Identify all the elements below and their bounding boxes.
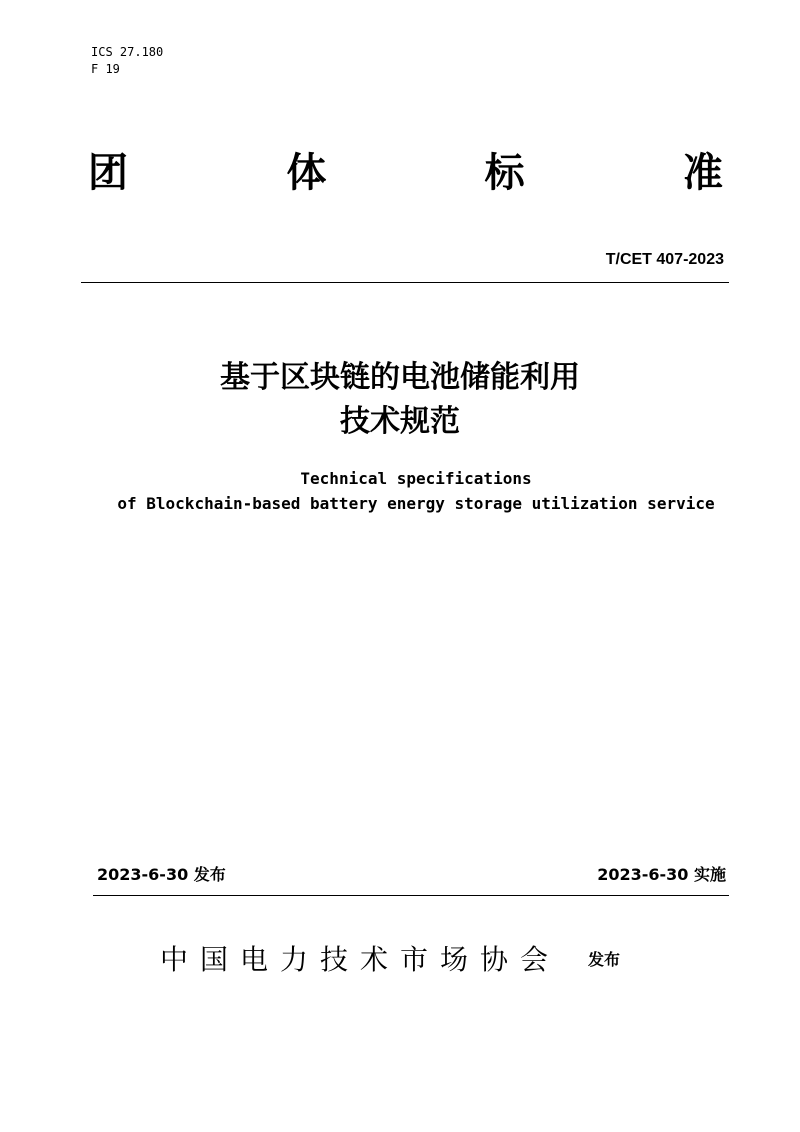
doctype-char: 标: [484, 149, 525, 196]
chinese-title-line-2: 技术规范: [340, 404, 460, 439]
doctype-char: 团: [88, 149, 128, 196]
english-title: [0, 466, 800, 516]
publisher-suffix: 发布: [588, 949, 621, 969]
document-type-heading: [88, 144, 723, 194]
top-divider: [81, 282, 729, 283]
classification-codes: [91, 44, 163, 78]
ics-code: ICS 27.180: [91, 45, 164, 59]
standard-number: T/CET 407-2023: [605, 251, 724, 268]
doctype-char: 体: [286, 149, 327, 196]
english-title-line-2: of Blockchain-based battery energy storage utilization service: [117, 494, 715, 513]
chinese-title-line-1: 基于区块链的电池储能利用: [220, 360, 580, 395]
chinese-title: [0, 356, 800, 444]
publish-date: 2023-6-30 发布: [97, 865, 226, 884]
doctype-char: 准: [682, 149, 723, 196]
implementation-date: 2023-6-30 实施: [597, 865, 726, 884]
publisher: [160, 938, 620, 978]
publisher-name: 中国电力技术市场协会: [160, 943, 561, 976]
bottom-divider: [93, 895, 729, 896]
ccs-code: F 19: [91, 62, 120, 76]
english-title-line-1: Technical specifications: [300, 469, 532, 488]
